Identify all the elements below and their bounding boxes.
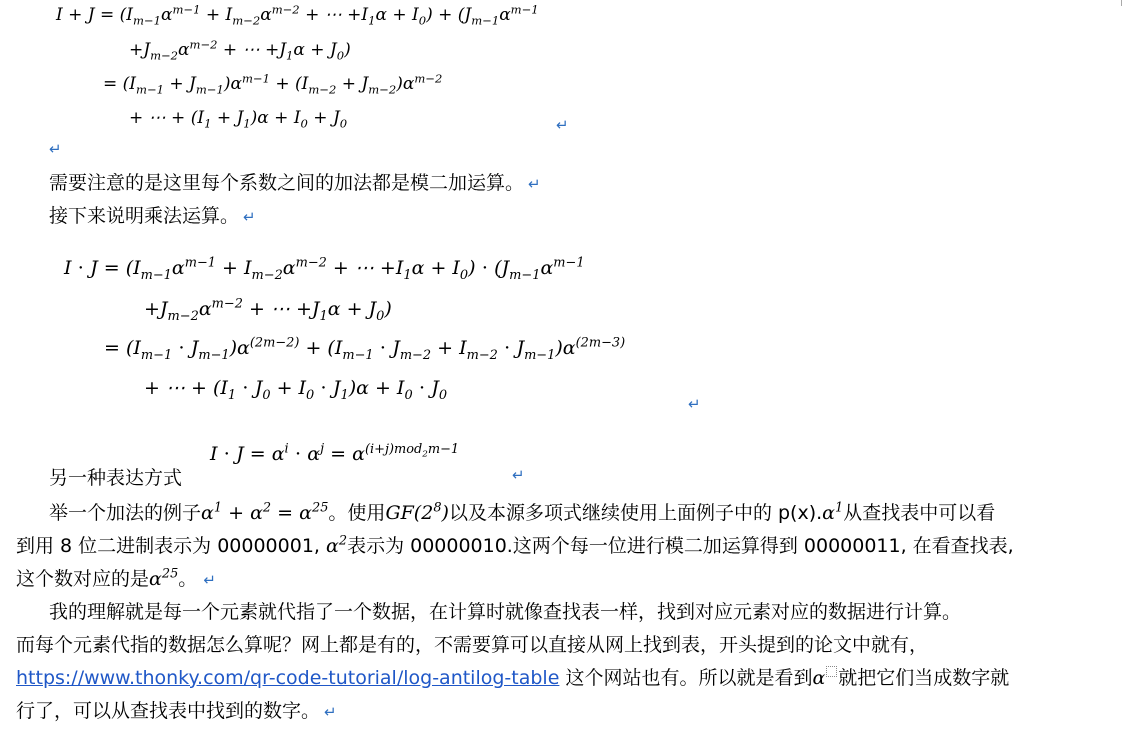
formula-gf: $GF(2^8)$ bbox=[385, 500, 449, 524]
eq-sum-line-3: = $(I_{m-1} + J_{m-1})\alpha^{m-1} + (I_{m-2} + J_{m-2})\alpha^{m-2}$ bbox=[103, 71, 443, 97]
page-corner-mark bbox=[1121, 0, 1122, 6]
formula-alpha-25: $\alpha^{25}$ bbox=[149, 566, 179, 590]
para2-line-4 bbox=[16, 695, 337, 729]
eq-sum-line-4: + ⋯ + $(I_1 + J_1)\alpha + I_0 + J_0$ bbox=[129, 108, 348, 131]
note-text-content: 需要注意的是这里每个系数之间的加法都是模二加运算。 bbox=[49, 172, 525, 194]
paragraph-mark-icon: ↵ bbox=[203, 571, 216, 589]
para2-line-3 bbox=[16, 662, 1009, 695]
formula-alpha-sum: $\alpha^1 + \alpha^2 = \alpha^{25}$ bbox=[201, 500, 329, 524]
eq-sum-line-2: $+J_{m-2}\alpha^{m-2}$ + ⋯ $+J_1\alpha + J_0$) bbox=[129, 37, 351, 63]
eq-mult-line-1: $I \cdot J = (I_{m-1}\alpha^{m-1} + I_{m-2}\alpha^{m-2}$ + ⋯ $+I_1\alpha + I_0) \cdot (J_{m-1}\alpha^{m-1}$ bbox=[64, 255, 585, 283]
para1-text: 这个数对应的是 bbox=[16, 568, 150, 590]
paragraph-mark-icon: ↵ bbox=[243, 208, 256, 226]
formula-alpha-2: $\alpha^2$ bbox=[326, 533, 348, 557]
para2-line-2: 而每个元素代指的数据怎么算呢？网上都是有的，不需要算可以直接从网上找到表，开头提到的论文中就有， bbox=[16, 634, 929, 656]
alt-formula: $I \cdot J = \alpha^i \cdot \alpha^j = \alpha^{(i+j)mod_2m-1}$ bbox=[210, 441, 460, 465]
para1-text: 从查找表中可以看 bbox=[843, 502, 996, 524]
para1-line-3 bbox=[16, 563, 216, 597]
note-text bbox=[49, 167, 541, 201]
para1-text: 。 bbox=[178, 568, 198, 590]
para2-line-1: 我的理解就是每一个元素就代指了一个数据，在计算时就像查找表一样，找到对应元素对应的数据进行计算。 bbox=[49, 601, 962, 623]
paragraph-mark-icon: ↵ bbox=[556, 116, 569, 134]
para1-line-2 bbox=[16, 530, 1014, 563]
para2-text: 行了，可以从查找表中找到的数字。 bbox=[16, 700, 321, 722]
para1-text: 表示为 00000010.这两个每一位进行模二加运算得到 00000011, 在看查找表, bbox=[347, 535, 1014, 557]
eq-sum-line-1: $I + J = (I_{m-1}\alpha^{m-1} + I_{m-2}\alpha^{m-2}$ + ⋯ $+I_1\alpha + I_0) + (J_{m-1}\alpha^{m-1}$ bbox=[56, 2, 539, 28]
paragraph-mark-icon: ↵ bbox=[324, 703, 337, 721]
paragraph-mark-icon: ↵ bbox=[49, 140, 62, 158]
eq-mult-line-2: $+J_{m-2}\alpha^{m-2}$ + ⋯ $+J_1\alpha + J_0$) bbox=[144, 296, 392, 324]
eq-mult-line-4: + ⋯ + $(I_1 \cdot J_0 + I_0 \cdot J_1)\alpha + I_0 \cdot J_0$ bbox=[144, 377, 448, 403]
thonky-link[interactable]: https://www.thonky.com/qr-code-tutorial/log-antilog-table bbox=[16, 667, 560, 689]
para1-text: 以及本源多项式继续使用上面例子中的 p(x). bbox=[448, 502, 823, 524]
para1-text: 举一个加法的例子 bbox=[49, 502, 202, 524]
para1-line-1 bbox=[49, 497, 995, 530]
para2-text: 这个网站也有。所以就是看到 bbox=[559, 667, 813, 689]
mult-intro-text bbox=[49, 200, 256, 234]
paragraph-mark-icon: ↵ bbox=[512, 466, 525, 484]
para1-text: 。使用 bbox=[328, 502, 386, 524]
alpha-symbol: α bbox=[812, 667, 826, 689]
paragraph-mark-icon: ↵ bbox=[688, 395, 701, 413]
placeholder-box-icon bbox=[826, 666, 837, 677]
para1-text: 到用 8 位二进制表示为 00000001, bbox=[16, 535, 326, 557]
formula-alpha-1: $\alpha^1$ bbox=[822, 500, 844, 524]
para2-text: 就把它们当成数字就 bbox=[838, 667, 1010, 689]
paragraph-mark-icon: ↵ bbox=[528, 175, 541, 193]
eq-mult-line-3: = $(I_{m-1} \cdot J_{m-1})\alpha^{(2m-2)} + (I_{m-1} \cdot J_{m-2} + I_{m-2} \cdot J_{m-1})\alpha^{(2m-3)}$ bbox=[104, 335, 626, 363]
alt-label: 另一种表达方式 bbox=[49, 467, 183, 489]
mult-intro-content: 接下来说明乘法运算。 bbox=[49, 205, 240, 227]
